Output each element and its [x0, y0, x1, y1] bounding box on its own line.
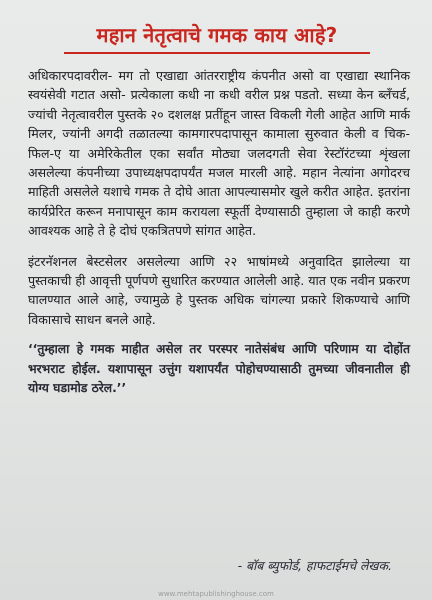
endorsement-quote: ‘‘तुम्हाला हे गमक माहीत असेल तर परस्पर नातेसंबंध आणि परिणाम या दोहोंत भरभराट होईल. यशापासून उत्तुंग यशापर्यंत पोहोचण्यासाठी तुमच्या जीवनातील ही योग्य घडामोड ठरेल.’’: [28, 342, 410, 396]
blurb: [28, 66, 410, 399]
quote-attribution: - बॉब ब्युफोर्ड, हाफटाईमचे लेखक.: [237, 558, 392, 573]
footer-url: www.mehtapublishinghouse.com: [158, 590, 274, 598]
page-title: महान नेतृत्वाचे गमक काय आहे?: [96, 23, 338, 47]
paragraph-intro: अधिकारपदावरील- मग तो एखाद्या आंतरराष्ट्रीय कंपनीत असो वा एखाद्या स्थानिक स्वयंसेवी गटात असो- प्रत्येकाला कधी ना कधी वरील प्रश्न पडतो. सध्या केन ब्लँचर्ड, ज्यांची नेतृत्वावरील पुस्तके २० दशलक्ष प्रतींहून जास्त विकली गेली आहेत आणि मार्क मिलर, ज्यांनी अगदी तळातल्या कामगारपदापासून कामाला सुरुवात केली व चिक-फिल-ए या अमेरिकेतील एका सर्वांत मोठ्या जलदगती सेवा रेस्टॉरंटच्या शृंखला असलेल्या कंपनीच्या उपाध्यक्षपदापर्यंत मजल मारली आहे. महान नेत्यांना अगोदरच माहिती असलेले यशाचे गमक ते दोघे आता आपल्यासमोर खुले करीत आहेत. इतरांना कार्यप्रेरित करून मनापासून काम करायला स्फूर्ती देण्यासाठी तुम्हाला जे काही करणे आवश्यक आहे ते हे दोघं एकत्रितपणे सांगत आहेत.: [28, 68, 410, 239]
title-block: [64, 22, 370, 54]
paragraph-edition: इंटरनॅशनल बेस्टसेलर असलेल्या आणि २२ भाषांमध्ये अनुवादित झालेल्या या पुस्तकाची ही आवृत्ती पूर्णपणे सुधारित करण्यात आलेली आहे. यात एक नवीन प्रकरण घालण्यात आले आहे, ज्यामुळे हे पुस्तक अधिक चांगल्या प्रकारे शिकण्याचे आणि विकासाचे साधन बनले आहे.: [28, 253, 410, 327]
title-underline: [64, 52, 370, 54]
